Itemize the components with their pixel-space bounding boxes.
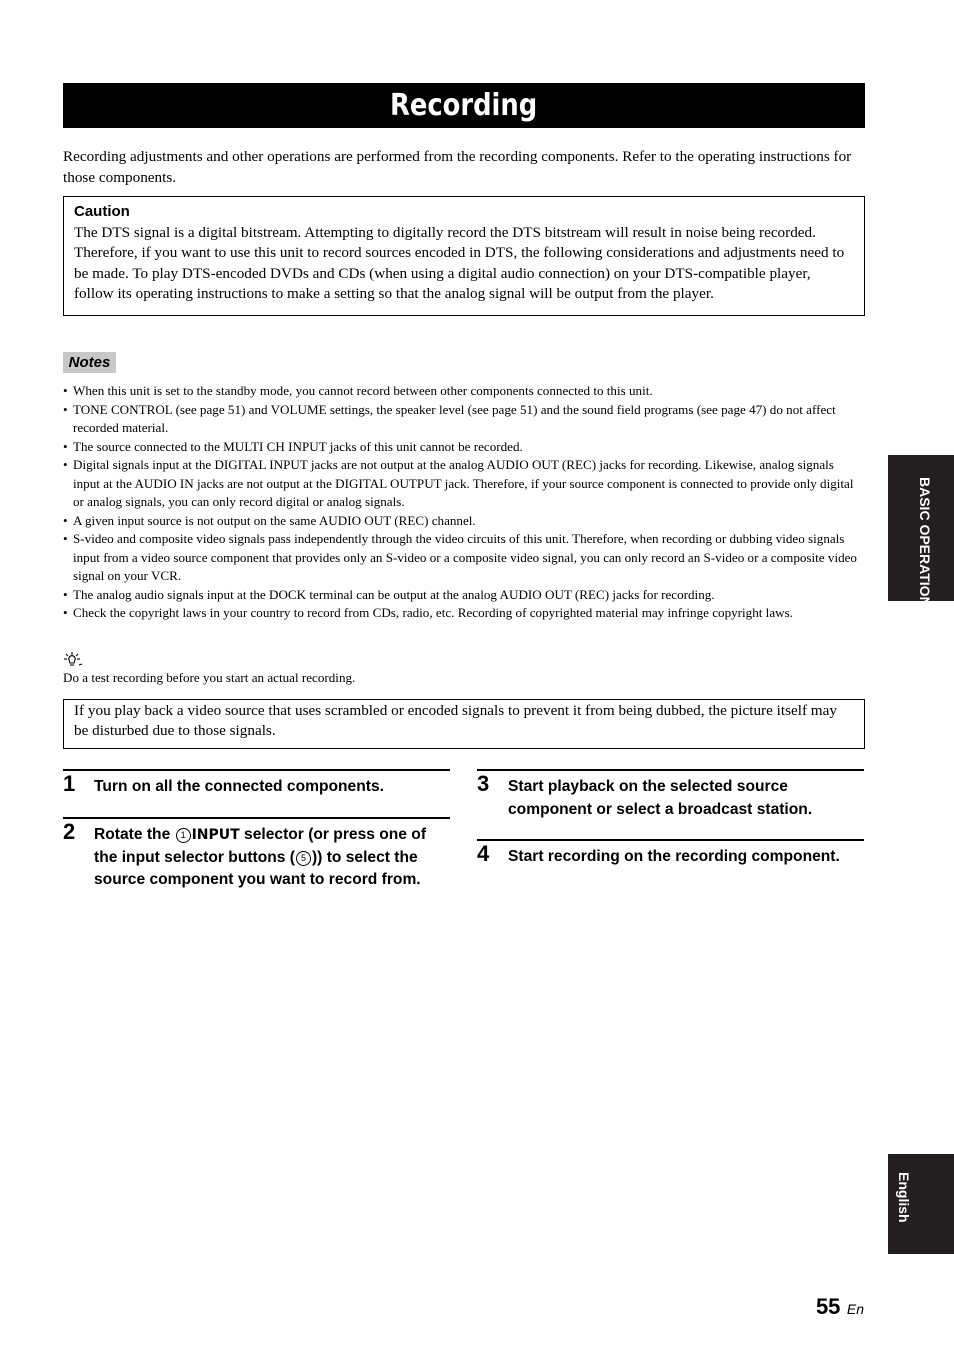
- step-text-part: )) to select the source component you want to record from.: [94, 848, 421, 888]
- note-item: • TONE CONTROL (see page 51) and VOLUME settings, the speaker level (see page 51) and the sound field programs (see page 47) do not affect recorded material.: [63, 401, 863, 438]
- step-1: [63, 769, 450, 817]
- step-text: Start recording on the recording component.: [508, 848, 840, 865]
- note-item: • Digital signals input at the DIGITAL INPUT jacks are not output at the analog AUDIO OUT (REC) jacks for recording. Likewise, analog signals input at the AUDIO IN jacks are not output at the DIGITAL OUTPUT jack. Therefore, if your source component is connected to provide only digital or analog signals, you can only record digital or analog signals.: [63, 456, 863, 512]
- language-tab-label: English: [896, 1172, 912, 1223]
- step-number: 4: [477, 841, 490, 866]
- scramble-note-text: If you play back a video source that uses scrambled or encoded signals to prevent it from being dubbed, the picture itself may be disturbed due to those signals.: [74, 702, 837, 740]
- step-4: [477, 839, 864, 881]
- intro-paragraph: Recording adjustments and other operations are performed from the recording components. Refer to the operating instructions for those components.: [63, 148, 852, 186]
- reference-number-badge: 1: [176, 828, 191, 843]
- note-item: • The analog audio signals input at the DOCK terminal can be output at the analog AUDIO OUT (REC) jacks for recording.: [63, 586, 863, 605]
- note-item: • The source connected to the MULTI CH INPUT jacks of this unit cannot be recorded.: [63, 438, 863, 457]
- section-tab-label: BASIC OPERATION: [917, 477, 933, 607]
- language-tab: [888, 1154, 954, 1254]
- step-text: Turn on all the connected components.: [94, 778, 384, 795]
- step-number: 1: [63, 771, 76, 796]
- step-number: 2: [63, 819, 76, 844]
- step-3: [477, 769, 864, 839]
- step-text: Start playback on the selected source component or select a broadcast station.: [508, 778, 813, 818]
- caution-box: [63, 196, 865, 316]
- note-item: • Check the copyright laws in your country to record from CDs, radio, etc. Recording of copyrighted material may infringe copyright laws.: [63, 604, 863, 623]
- page-number-value: 55: [815, 1294, 841, 1319]
- step-2: [63, 817, 450, 919]
- step-text: [94, 824, 450, 892]
- notes-list: [63, 382, 863, 623]
- page-title: Recording: [390, 88, 538, 123]
- page-number: [816, 1294, 864, 1320]
- step-text-part: selector (or press one of the input selector buttons (: [94, 826, 427, 866]
- caution-text: The DTS signal is a digital bitstream. Attempting to digitally record the DTS bitstream will result in noise being recorded. Therefore, if you want to use this unit to record sources encoded in DTS, the following considerations and adjustments need to be made. To play DTS-encoded DVDs and CDs (when using a digital audio connection) on your DTS-compatible player, follow its operating instructions to make a setting so that the analog signal will be output from the player.: [74, 224, 845, 303]
- notes-label: Notes: [63, 352, 116, 373]
- step-number: 3: [477, 771, 490, 796]
- note-item: • S-video and composite video signals pass independently through the video circuits of this unit. Therefore, when recording or dubbing video signals input from a video source component that provides only an S-video or a composite video signal, you can only record an S-video or a composite video signal on your VCR.: [63, 530, 863, 586]
- scramble-note-box: [63, 699, 865, 749]
- section-tab: [888, 455, 954, 607]
- caution-heading: Caution: [74, 203, 130, 220]
- note-item: • A given input source is not output on the same AUDIO OUT (REC) channel.: [63, 512, 863, 531]
- input-control-label: INPUT: [191, 827, 240, 843]
- lightbulb-icon: [63, 651, 83, 667]
- reference-number-badge: 5: [296, 851, 311, 866]
- step-text-part: Rotate the: [94, 826, 171, 843]
- page-language-code: En: [846, 1301, 864, 1317]
- tip-text: Do a test recording before you start an actual recording.: [63, 670, 356, 685]
- page-title-bar: [63, 83, 865, 128]
- note-item: • When this unit is set to the standby mode, you cannot record between other components connected to this unit.: [63, 382, 863, 401]
